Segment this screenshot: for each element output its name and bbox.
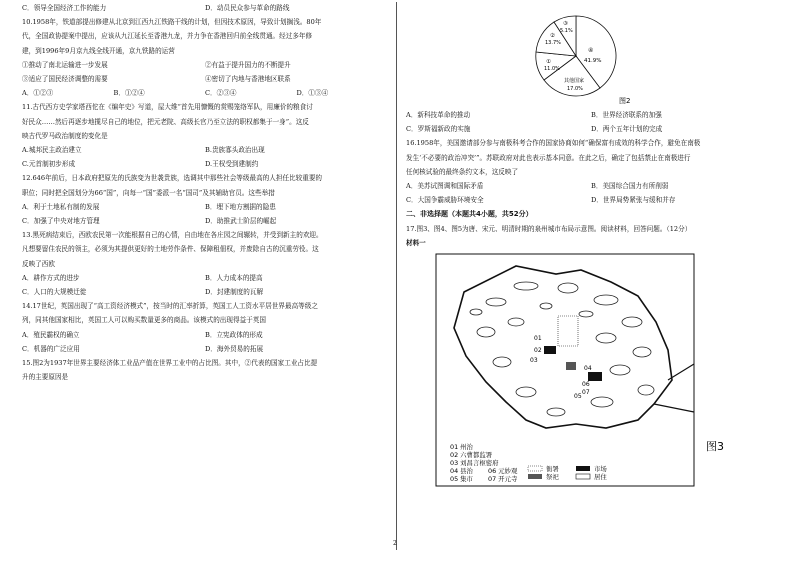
item: ③适应了国民经济调整的需要 bbox=[22, 75, 108, 84]
pie-label: ② bbox=[550, 33, 555, 39]
q15-options bbox=[406, 122, 776, 136]
q11-options bbox=[22, 143, 388, 157]
option: D．两个五年计划的完成 bbox=[591, 125, 663, 134]
item: ④密切了内地与香港地区联系 bbox=[205, 75, 291, 84]
q12-options bbox=[22, 214, 388, 228]
question-16-line: 16.1958年，美国邀请部分参与南极科考合作的国家协商如何“确保富有成效的科学合作，避免在南极 bbox=[406, 139, 701, 148]
option: C.元首制初步形成 bbox=[22, 160, 76, 169]
option: C．罗斯福新政的实施 bbox=[406, 125, 471, 134]
option: A．美苏试图调和国际矛盾 bbox=[406, 182, 484, 191]
column-divider bbox=[396, 2, 397, 550]
question-10-line: 建，到1996年9月京九线全线开通，京九铁路的运营 bbox=[22, 46, 175, 55]
legend-item: 06 元妙观 bbox=[488, 467, 518, 476]
option: D．①③④ bbox=[296, 89, 329, 98]
q13-options bbox=[22, 285, 388, 299]
pie-label: 其他国家 bbox=[564, 78, 585, 84]
page-number: 2 bbox=[393, 540, 397, 547]
pie-label: ① bbox=[546, 59, 551, 65]
option: A．殖民霸权的确立 bbox=[22, 330, 80, 339]
question-13-line: 凡想要留住农民的领主，必须为其提供更好的土地劳作条件、保障租佃权，并废除自古的沉重劳役。这 bbox=[22, 245, 319, 254]
legend-item: 04 县治 bbox=[450, 467, 473, 476]
option: A．利于土地私有制的发展 bbox=[22, 202, 100, 211]
pie-label: 11.0% bbox=[544, 66, 560, 72]
legend-item: 05 集市 bbox=[450, 475, 473, 484]
option: B．世界经济联系的加强 bbox=[591, 111, 662, 119]
pie-label: ④ bbox=[588, 47, 594, 54]
q16-options bbox=[406, 179, 776, 193]
map-number: 07 bbox=[582, 389, 590, 397]
option: C．机器的广泛应用 bbox=[22, 344, 80, 353]
q14-options bbox=[22, 328, 388, 342]
market-block bbox=[588, 372, 602, 381]
option: D.王权受到建制约 bbox=[205, 160, 259, 169]
question-10-line: 代，全国政协提案中提出，应该从九江延长至香港九龙，并力争在香港回归前全线贯通。经过多年修 bbox=[22, 32, 313, 41]
option: D．助推武士阶层的崛起 bbox=[205, 217, 277, 226]
option: B．①②④ bbox=[113, 89, 145, 98]
question-16-line: 发生‘不必要的政治冲突’”。苏联政府对此也表示基本同意。在此之后，确定了包括禁止在南极进行 bbox=[406, 153, 691, 162]
section-heading: 二、非选择题（本题共4小题，共52分） bbox=[406, 210, 533, 219]
market-block bbox=[544, 346, 556, 354]
item: ①推动了南北运输进一步发展 bbox=[22, 60, 108, 69]
question-17-stem: 17.图3、图4、图5为唐、宋元、明清时期的泉州城市布局示意图。阅读材料，回答问题。（12分） bbox=[406, 224, 692, 233]
legend-item: 01 州治 bbox=[450, 443, 473, 452]
figure-2-pie-chart bbox=[406, 0, 776, 112]
right-column bbox=[406, 0, 776, 490]
question-13-line: 反映了西欧 bbox=[22, 259, 55, 268]
option: D．动员民众参与革命的路线 bbox=[205, 4, 290, 12]
q11-options bbox=[22, 157, 388, 171]
map-number: 02 bbox=[534, 347, 542, 355]
sacrifice-block bbox=[566, 362, 576, 370]
question-15-line: 15.图2为1937年世界主要经济体工业品产值在世界工业中的占比图。其中，②代表的国家工业占比提 bbox=[22, 359, 318, 368]
option: A．①②③ bbox=[22, 89, 54, 98]
option: C．人口的大规模迁徙 bbox=[22, 288, 87, 297]
q16-options bbox=[406, 193, 776, 207]
question-15-line: 升的主要原因是 bbox=[22, 373, 69, 382]
figure-3-caption: 图3 bbox=[706, 440, 724, 454]
option: C．②③④ bbox=[205, 89, 237, 98]
option: B．立宪政体的形成 bbox=[205, 330, 263, 339]
legend-item: 02 六曹都监署 bbox=[450, 451, 493, 460]
question-11-line: 11.古代西方史学家塔西佗在《编年史》写道，屋大维“首先用慷慨的赏赐笼络军队，用廉价的粮食讨 bbox=[22, 103, 313, 112]
legend-item: 07 开元寺 bbox=[488, 475, 518, 484]
map-number: 04 bbox=[584, 365, 592, 373]
pie-label: 5.1% bbox=[560, 28, 573, 34]
q10-items bbox=[22, 58, 388, 72]
option: A．耕作方式的进步 bbox=[22, 273, 80, 282]
q10-options bbox=[22, 86, 388, 100]
map-number: 05 bbox=[574, 393, 582, 401]
option: A.城邦民主政治建立 bbox=[22, 146, 82, 155]
question-12-line: 职位；同时把全国划分为66“国”，向每一“国”委派一名“国司”及其辅助官员。这些举措 bbox=[22, 188, 275, 197]
option: D．封建制度的瓦解 bbox=[205, 288, 264, 297]
option: B．埋下地方割据的隐患 bbox=[205, 202, 276, 211]
map-number: 01 bbox=[534, 335, 542, 343]
key-label: 居住 bbox=[594, 473, 607, 482]
q15-options bbox=[406, 108, 776, 122]
q10-items bbox=[22, 72, 388, 86]
q9-options bbox=[22, 1, 388, 15]
question-14-line: 列，同其他国家相比，英国工人可以购买数量更多的商品。该模式的出现得益于英国 bbox=[22, 316, 266, 325]
map-number: 06 bbox=[582, 381, 590, 389]
q13-options bbox=[22, 271, 388, 285]
pie-label: ③ bbox=[563, 21, 568, 27]
pie-label: 17.0% bbox=[567, 86, 583, 92]
key-swatch-residential bbox=[576, 474, 590, 479]
map-legend-second bbox=[488, 466, 518, 483]
q14-options bbox=[22, 342, 388, 356]
question-11-line: 好民众……然后再逐步地揽尽自己的地位，把元老院、高级长官乃至立法的职权都集于一身”。这反 bbox=[22, 117, 309, 126]
question-10-line: 10.1958年，铁道部提出修建从北京到江西九江铁路干线的计划，但因技术原因，导致计划搁浅。80年 bbox=[22, 18, 322, 27]
q12-options bbox=[22, 200, 388, 214]
figure-3-city-map bbox=[406, 252, 776, 490]
key-label: 祭祀 bbox=[546, 473, 559, 482]
pie-label: 41.9% bbox=[584, 58, 602, 64]
option: C．大国争霸威胁环境安全 bbox=[406, 196, 484, 205]
map-number: 03 bbox=[530, 357, 538, 365]
question-11-line: 映古代罗马政治制度的变化是 bbox=[22, 131, 108, 140]
figure-2-caption: 图2 bbox=[619, 97, 631, 105]
option: D．海外贸易的拓展 bbox=[205, 344, 264, 353]
question-13-line: 13.黑死病结束后，西欧农民第一次能根据自己的心情，自由地在各庄园之间辗转，并受到新主的欢迎。 bbox=[22, 231, 323, 240]
key-swatch-yamen bbox=[528, 466, 542, 471]
option: C．加强了中央对地方管理 bbox=[22, 217, 100, 226]
key-swatch-sacrifice bbox=[528, 474, 542, 479]
left-column bbox=[22, 0, 388, 384]
option: B．人力成本的提高 bbox=[205, 273, 263, 282]
yamen-area bbox=[558, 316, 578, 346]
pie-label: 13.7% bbox=[545, 40, 561, 46]
option: C．领导全国经济工作的能力 bbox=[22, 4, 107, 12]
option: A．新科技革命的推动 bbox=[406, 111, 471, 119]
key-swatch-market bbox=[576, 466, 590, 471]
item: ②有益于提升国力的不断提升 bbox=[205, 60, 291, 69]
legend-item: 03 刘昌言枢密府 bbox=[450, 459, 499, 468]
option: B.贵族寡头政治出现 bbox=[205, 146, 265, 155]
option: B．美国综合国力有所削弱 bbox=[591, 182, 669, 191]
question-14-line: 14.17世纪，英国出现了“高工资经济模式”，按当时的汇率折算，英国工人工资水平居世界最高等级之 bbox=[22, 302, 318, 311]
question-16-line: 任何核试验的最终条约文本，这反映了 bbox=[406, 167, 519, 176]
question-12-line: 12.646年前后，日本政府把原先的氏族变为世袭贵族，选调其中那些社会等级最高的人担任比较重要的 bbox=[22, 174, 323, 183]
material-label: 材料一 bbox=[406, 238, 426, 247]
key-label: 市场 bbox=[594, 465, 607, 474]
key-label: 衙署 bbox=[546, 465, 559, 474]
option: D．世界局势紧张与缓和并存 bbox=[591, 196, 676, 205]
